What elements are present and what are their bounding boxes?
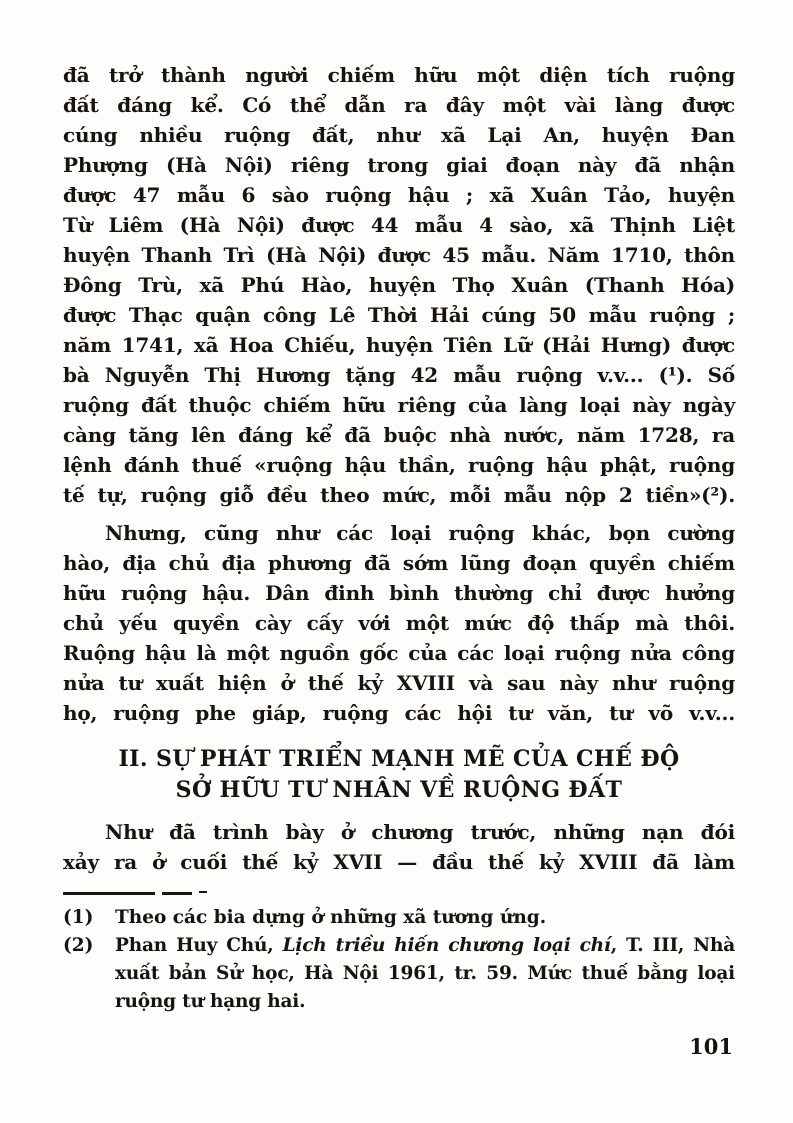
text-line: họ, ruộng phe giáp, ruộng các hội tư văn, tư võ v.v...	[63, 701, 735, 725]
separator-dash	[199, 891, 207, 894]
footnote-marker: (1)	[63, 907, 94, 928]
citation-detail: , T. III, Nhà	[610, 935, 735, 956]
citation-author: Phan Huy Chú,	[115, 935, 283, 956]
footnote-line: xuất bản Sử học, Hà Nội 1961, tr. 59. Mức thuế bằng loại	[115, 963, 735, 984]
text-line: Như đã trình bày ở chương trước, những nạn đói	[105, 820, 735, 844]
section-heading-line-2: SỞ HỮU TƯ NHÂN VỀ RUỘNG ĐẤT	[175, 777, 623, 803]
paragraph-1	[63, 60, 735, 510]
text-line: Nhưng, cũng như các loại ruộng khác, bọn cường	[105, 521, 735, 545]
text-line: hữu ruộng hậu. Dân đinh bình thường chỉ được hưởng	[63, 581, 735, 605]
section-heading-line-1: II. SỰ PHÁT TRIỂN MẠNH MẼ CỦA CHẾ ĐỘ	[118, 746, 680, 772]
text-line: hào, địa chủ địa phương đã sớm lũng đoạn quyền chiếm	[63, 551, 735, 575]
separator-dash	[162, 892, 192, 895]
paragraph-3	[63, 817, 735, 877]
text-line: nửa tư xuất hiện ở thế kỷ XVIII và sau này như ruộng	[63, 671, 735, 695]
footnote-2	[63, 932, 735, 1016]
footnote-marker: (2)	[63, 935, 94, 956]
footnote-line	[115, 932, 735, 960]
text-line: ruộng đất thuộc chiếm hữu riêng của làng loại này ngày	[63, 393, 735, 417]
text-line: Đông Trù, xã Phú Hào, huyện Thọ Xuân (Thanh Hóa)	[63, 273, 735, 297]
text-line: tế tự, ruộng giỗ đều theo mức, mỗi mẫu nộp 2 tiền»(²).	[63, 483, 735, 507]
text-line: bà Nguyễn Thị Hương tặng 42 mẫu ruộng v.v... (¹). Số	[63, 363, 735, 387]
text-line: cúng nhiều ruộng đất, như xã Lại An, huyện Đan	[63, 123, 735, 147]
text-line: Phượng (Hà Nội) riêng trong giai đoạn này đã nhận	[63, 153, 735, 177]
footnote-1	[63, 904, 735, 932]
separator-dash	[63, 892, 155, 895]
citation-title: Lịch triều hiến chương loại chí	[282, 935, 611, 956]
text-line: chủ yếu quyền cày cấy với một mức độ thấp mà thôi.	[63, 611, 735, 635]
footnote-text	[115, 932, 735, 1016]
text-line: Từ Liêm (Hà Nội) được 44 mẫu 4 sào, xã Thịnh Liệt	[63, 213, 735, 237]
text-line: được 47 mẫu 6 sào ruộng hậu ; xã Xuân Tảo, huyện	[63, 183, 735, 207]
footnotes	[63, 904, 735, 1016]
footnote-separator	[63, 892, 735, 895]
footnote-text: Theo các bia dựng ở những xã tương ứng.	[115, 907, 547, 928]
text-line: xảy ra ở cuối thế kỷ XVII — đầu thế kỷ XVIII đã làm	[63, 850, 735, 874]
page-number: 101	[689, 1034, 733, 1059]
text-line: đã trở thành người chiếm hữu một diện tích ruộng	[63, 63, 735, 87]
footnote-line: ruộng tư hạng hai.	[115, 991, 306, 1012]
text-line: lệnh đánh thuế «ruộng hậu thần, ruộng hậu phật, ruộng	[63, 453, 735, 477]
text-line: đất đáng kể. Có thể dẫn ra đây một vài làng được	[63, 93, 735, 117]
text-line: càng tăng lên đáng kể đã buộc nhà nước, năm 1728, ra	[63, 423, 735, 447]
text-line: được Thạc quận công Lê Thời Hải cúng 50 mẫu ruộng ;	[63, 303, 735, 327]
text-line: huyện Thanh Trì (Hà Nội) được 45 mẫu. Năm 1710, thôn	[63, 243, 735, 267]
section-heading	[63, 744, 735, 806]
text-line: năm 1741, xã Hoa Chiếu, huyện Tiên Lữ (Hải Hưng) được	[63, 333, 735, 357]
text-line: Ruộng hậu là một nguồn gốc của các loại ruộng nửa công	[63, 641, 735, 665]
paragraph-2	[63, 518, 735, 728]
